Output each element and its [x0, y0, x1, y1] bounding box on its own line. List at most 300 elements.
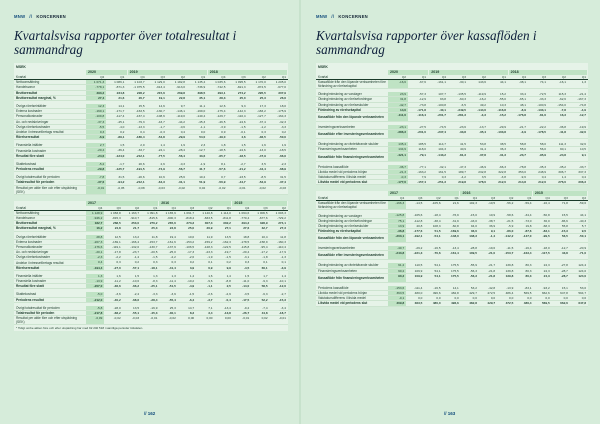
table-cell: -169,0 — [196, 109, 206, 114]
table-cell: -13,9 — [86, 279, 104, 283]
table-cell: 1,3 — [153, 273, 158, 278]
table-cell: 10,9 — [489, 213, 496, 218]
table-cell: -32,3 — [278, 119, 287, 124]
table-cell: -175,4 — [216, 109, 226, 114]
table-cell: 51,5 — [434, 229, 441, 233]
table-cell: -2,6 — [188, 255, 195, 260]
table-cell: 138,3 — [469, 234, 477, 239]
table-cell: -0,01 — [238, 185, 246, 190]
table-cell: -119,9 — [477, 92, 486, 97]
table-cell: 25,3 — [169, 305, 176, 310]
row-label: Bruttoresultat marginal, % — [16, 226, 56, 231]
table-cell: -146,1 — [176, 109, 186, 114]
table-cell: 215,6 — [157, 90, 165, 95]
table-cell: 1,9 — [180, 143, 186, 148]
table-cell: 8,1 — [221, 161, 226, 166]
table-cell: 58,0 — [539, 142, 546, 147]
year-header: 2017 — [388, 191, 460, 196]
table-cell: Q4 — [472, 196, 477, 201]
table-cell: -51,5 — [168, 284, 176, 289]
table-cell: -154,0 — [557, 102, 566, 107]
row-label: Ökning/minskning av rörelsefordringar — [318, 218, 372, 223]
table-cell: 307,9 — [278, 90, 287, 95]
table-cell: -3,7 — [207, 297, 213, 302]
table-cell: -143,2 — [437, 152, 446, 157]
table-cell: 134,9 — [388, 147, 408, 151]
table-cell: -3,9 — [170, 292, 176, 297]
brand-label: MNW — [316, 14, 328, 19]
row-label: Kvartal — [318, 196, 328, 201]
table-cell: 80,3 — [525, 273, 532, 278]
table-cell: -0,01 — [86, 186, 106, 194]
table-cell: 486,4 — [523, 301, 532, 306]
table-cell: 36,0 — [470, 229, 477, 233]
table-cell: -1,8 — [262, 255, 268, 260]
table-cell: -162,3 — [222, 239, 231, 244]
table-cell: 40,8 — [416, 223, 423, 228]
row-label: Ökning/minskning av varulager — [318, 213, 362, 218]
table-cell: 7,1 — [208, 305, 213, 310]
table-cell: -109,8 — [86, 114, 106, 118]
table-cell: -110,4 — [237, 114, 246, 119]
table-cell: -946,2 — [86, 216, 104, 220]
table-cell: Q3 — [116, 205, 121, 210]
table-cell: -212,1 — [135, 180, 145, 185]
table-cell: 26,9 — [206, 226, 213, 231]
row-label: Ökning/minskning av räntebärande skulder — [318, 142, 379, 147]
row-label: Övriga rörelseintäkter — [16, 234, 47, 239]
table-cell: -112,8 — [413, 218, 423, 223]
table-cell: -111,4 — [414, 285, 423, 290]
table-cell: -40,7 — [388, 246, 406, 250]
table-cell: -5,2 — [86, 162, 106, 166]
table-cell: 20,6 — [138, 161, 145, 166]
table-cell: -163,5 — [135, 109, 145, 114]
table-cell: 274,1 — [278, 221, 286, 226]
table-cell: -4,9 — [188, 284, 195, 289]
table-cell: -135,5 — [457, 92, 466, 97]
table-cell: Q3 — [461, 75, 466, 79]
table-cell: -31,3 — [498, 152, 506, 157]
table-cell: 1 006,5 — [257, 210, 268, 215]
table-cell: -66,3 — [498, 164, 506, 169]
table-cell: 13,9 — [388, 224, 406, 228]
table-cell: 0,0 — [563, 296, 568, 301]
table-cell: -212,0 — [86, 298, 104, 302]
running-header — [14, 14, 288, 19]
table-cell: Q2 — [208, 205, 213, 210]
table-cell: -1,4 — [133, 255, 140, 260]
table-row — [316, 301, 588, 306]
table-cell: 54,1 — [434, 263, 441, 268]
table-cell: 24,3 — [543, 268, 550, 273]
table-cell: -36,7 — [388, 165, 408, 169]
table-cell: Q4 — [545, 196, 550, 201]
table-cell: 10,3 — [499, 102, 506, 107]
table-cell: 53,2 — [470, 285, 477, 290]
table-cell: 1 071,3 — [86, 80, 106, 84]
table-cell: -93,2 — [542, 285, 550, 290]
table-cell: 1,5 — [241, 143, 246, 148]
table-cell: 139,8 — [505, 268, 514, 273]
table-cell: 0,3 — [171, 260, 176, 265]
table-cell: 486,4 — [505, 290, 514, 295]
table-cell: -171,7 — [115, 109, 125, 114]
table-cell: -18,1 — [150, 265, 158, 270]
table-cell: -821,3 — [236, 85, 246, 90]
table-cell: 14,7 — [188, 305, 195, 310]
table-cell: -94,2 — [117, 180, 125, 185]
row-label: Resultat före skatt — [16, 284, 44, 289]
table-cell: -6,5 — [460, 102, 466, 107]
table-cell: -13,4 — [451, 246, 459, 251]
table-cell: -33,8 — [458, 130, 466, 135]
table-cell: -34,4 — [524, 213, 532, 218]
row-label: Personalkostnader — [16, 114, 43, 119]
table-row — [14, 316, 288, 325]
table-cell: -167,3 — [577, 97, 586, 102]
section-label: KONCERNEN — [36, 14, 67, 19]
unit-label: MSEK — [16, 65, 26, 69]
table-cell: -386,3 — [388, 130, 408, 138]
table-cell: -55,0 — [498, 97, 506, 102]
table-cell: Q1 — [120, 75, 125, 79]
table-cell: -2,4 — [133, 292, 140, 297]
table-cell: -15,3 — [278, 297, 286, 302]
table-cell: 0,4 — [86, 260, 104, 264]
table-cell: 109,9 — [414, 268, 423, 273]
table-cell: 0,2 — [226, 260, 231, 265]
table-cell: 28,8 — [86, 235, 104, 239]
table-cell: 15,2 — [499, 92, 506, 97]
table-cell: 93,8 — [439, 97, 446, 102]
table-cell: 22,8 — [178, 95, 186, 100]
table-cell: -32,1 — [438, 164, 446, 169]
table-cell: 8,3 — [189, 310, 195, 315]
table-cell: Q2 — [100, 75, 105, 79]
table-cell: -176,6 — [86, 245, 104, 249]
table-cell: -178,5 — [240, 239, 250, 244]
table-cell: -191,5 — [135, 167, 145, 171]
table-cell: 58,8 — [519, 142, 526, 147]
cashflow-table-history — [316, 191, 588, 306]
table-cell: -13,8 — [223, 310, 231, 315]
table-cell: 1 064,6 — [238, 210, 250, 215]
table-cell: -42,7 — [388, 103, 408, 107]
year-header: 2015 — [533, 191, 588, 196]
table-cell: 10,5 — [579, 147, 586, 152]
table-cell: -115,8 — [240, 244, 250, 249]
table-cell: -2,6 — [207, 292, 213, 297]
table-cell: 31,4 — [479, 147, 486, 152]
table-cell: -28,7 — [560, 273, 568, 278]
table-cell: 182,7 — [86, 221, 104, 225]
table-cell: -44,4 — [258, 167, 266, 171]
table-cell: -119,1 — [112, 244, 121, 249]
table-cell: -7,4 — [262, 305, 268, 310]
table-cell: -64,3 — [157, 180, 165, 185]
table-cell: Q3 — [241, 75, 246, 79]
table-cell: -913,4 — [156, 85, 165, 90]
table-cell: -40,3 — [579, 218, 587, 223]
table-cell: -56,3 — [469, 268, 477, 273]
table-cell: Q2 — [180, 75, 186, 79]
table-cell: 0,3 — [116, 260, 121, 265]
table-cell: 10,4 — [261, 234, 268, 239]
table-cell: -38,7 — [488, 218, 496, 223]
table-cell: 0,3 — [86, 130, 106, 134]
table-cell: -910,7 — [130, 215, 140, 220]
table-cell: -3,6 — [115, 292, 121, 297]
table-cell: -128,3 — [203, 244, 213, 249]
table-cell: -3,1 — [243, 255, 250, 260]
row-label: Resultat per aktie före och efter utspädning (SEK) — [16, 185, 77, 194]
table-cell: Q4 — [400, 196, 405, 201]
table-cell: Q4 — [171, 205, 176, 210]
table-cell: -874,5 — [257, 85, 266, 90]
table-cell: -36,4 — [117, 148, 125, 153]
table-cell: -62,6 — [558, 97, 566, 102]
table-cell: 75,1 — [388, 219, 406, 223]
table-cell: 429,7 — [469, 290, 477, 295]
table-cell: 109,5 — [469, 251, 477, 256]
row-label: Externa kostnader — [16, 239, 42, 244]
table-cell: -6,9 — [86, 135, 106, 139]
table-cell: Q3 — [563, 196, 568, 201]
table-cell: -73,8 — [418, 102, 426, 107]
table-cell: -105,6 — [413, 213, 423, 218]
row-label: Finansiella kostnader — [16, 279, 47, 284]
row-label: Bruttoresultat marginal, % — [16, 95, 56, 100]
table-row — [316, 251, 588, 260]
table-cell: -18,5 — [238, 153, 246, 158]
table-cell: -68,6 — [132, 297, 140, 302]
table-cell: 0,00 — [224, 316, 231, 321]
table-cell: 429,7 — [487, 301, 496, 306]
table-cell: -3,9 — [520, 130, 526, 135]
table-cell: -29,9 — [177, 135, 186, 140]
table-cell: 480,0 — [414, 290, 423, 295]
row-label: Kvartal — [16, 75, 26, 80]
table-cell: 17,3 — [259, 103, 266, 108]
table-cell: Q1 — [226, 205, 231, 210]
table-cell: -71,0 — [579, 251, 587, 256]
table-cell: -0,03 — [132, 316, 140, 321]
table-cell: 44,1 — [499, 80, 506, 85]
table-cell: -66,6 — [278, 153, 287, 158]
row-label: Ökning/minskning av rörelseskulder — [318, 102, 369, 107]
table-row — [14, 135, 288, 140]
table-cell: 1 003,3 — [275, 210, 286, 215]
table-cell: -23,5 — [238, 175, 246, 180]
table-cell: 472,5 — [487, 290, 496, 295]
table-cell: -11,5 — [506, 246, 514, 251]
table-cell: -65,1 — [518, 97, 526, 102]
table-cell: 11,9 — [206, 234, 213, 239]
table-cell: 3,5 — [261, 161, 266, 166]
table-cell: -38,4 — [433, 218, 441, 223]
table-cell: -7,8 — [86, 175, 106, 179]
table-cell: 110,5 — [414, 263, 423, 268]
row-label: Kassaflöde från den löpande verksamheten — [318, 114, 384, 119]
income-table-recent — [14, 63, 288, 195]
table-cell: 0,1 — [263, 260, 268, 265]
table-cell: 0,4 — [140, 129, 145, 134]
table-cell: 13,5 — [224, 234, 231, 239]
year-header: 2019 — [429, 70, 508, 75]
table-cell: 1,3 — [581, 80, 586, 85]
table-cell: -83,1 — [542, 229, 550, 233]
table-cell: 0,4 — [180, 129, 186, 134]
table-row — [316, 180, 588, 185]
table-cell: -21,5 — [506, 218, 514, 223]
table-cell: -778,1 — [86, 85, 106, 89]
table-cell: -24,6 — [238, 148, 246, 153]
table-cell: -0,09 — [86, 316, 104, 324]
table-cell: Q4 — [98, 205, 103, 210]
table-cell: -1,7 — [119, 161, 125, 166]
table-cell: -129,7 — [216, 114, 226, 119]
row-label: Nettoomsättning — [16, 80, 40, 85]
table-cell: 662,6 — [541, 290, 550, 295]
table-cell: 22,8 — [169, 226, 176, 231]
table-cell: 161,5 — [438, 169, 446, 174]
table-cell: -73,0 — [524, 218, 532, 223]
table-cell: -1,7 — [159, 124, 165, 129]
table-cell: -16,5 — [433, 285, 441, 290]
row-label: Kassaflöde från finansieringsverksamheten — [318, 154, 385, 159]
table-cell: -74,9 — [157, 167, 165, 171]
table-cell: -770,4 — [240, 215, 250, 220]
page-number: // 163 — [444, 411, 456, 416]
table-cell: Q2 — [261, 75, 266, 79]
table-cell: -7,8 — [560, 107, 566, 112]
table-cell: -0,1 — [240, 129, 246, 134]
table-cell: 11,8 — [280, 234, 286, 239]
table-cell: -31,1 — [177, 180, 186, 185]
table-cell: -900,3 — [167, 215, 176, 220]
row-label: Övriga rörelseintäkter — [16, 104, 47, 109]
table-cell: 0,0 — [509, 296, 514, 301]
table-cell: 25,3 — [151, 226, 158, 231]
table-cell: -45,3 — [150, 310, 158, 315]
table-cell: -12,7 — [198, 148, 206, 153]
table-cell: -147,0 — [522, 234, 532, 239]
table-cell: -16,9 — [150, 305, 158, 310]
table-cell: -57,1 — [132, 265, 140, 270]
row-label: Ökning/minskning av varulager — [318, 92, 362, 97]
row-label: Totalresultat för perioden — [16, 180, 55, 185]
table-cell: 53,0 — [580, 285, 587, 290]
row-label: Rörelseresultat — [16, 135, 40, 140]
table-cell: 48,1 — [519, 102, 526, 107]
table-cell: -1,1 — [207, 284, 213, 289]
table-cell: 124,0 — [578, 268, 587, 273]
table-cell: 36,3 — [499, 147, 506, 152]
table-row — [316, 80, 588, 89]
table-cell: -103,8 — [497, 130, 506, 135]
table-cell: -17,8 — [113, 250, 121, 255]
table-cell: -3,3 — [152, 292, 158, 297]
table-cell: 25,3 — [259, 95, 266, 100]
table-cell: -16,4 — [542, 201, 550, 206]
table-cell: 1,6 — [261, 143, 266, 148]
table-cell: -19,7 — [223, 250, 231, 255]
table-cell: -30,1 — [168, 310, 176, 315]
table-cell: -18,5 — [218, 148, 226, 153]
table-cell: Q1 — [501, 75, 506, 79]
table-cell: 9,5 — [581, 229, 587, 233]
table-cell: -55,4 — [168, 297, 176, 302]
row-label: Resultat före skatt — [16, 153, 44, 158]
table-cell: -2,3 — [280, 161, 287, 166]
table-cell: 647,8 — [560, 290, 568, 295]
table-cell: -29,8 — [86, 167, 106, 171]
row-label: Av- och nedskrivningar — [16, 250, 49, 255]
table-cell: -87,6 — [524, 229, 532, 233]
table-cell: Q2 — [436, 196, 441, 201]
table-cell: -127,7 — [257, 114, 266, 119]
table-cell: -1,4 — [489, 234, 496, 239]
table-cell: -33,7 — [578, 164, 586, 169]
table-cell: 569,5 — [541, 301, 550, 306]
table-cell: 265,6 — [168, 221, 176, 226]
row-label: Likvida medel vid periodens slut — [318, 180, 368, 185]
table-cell: -0,05 — [117, 185, 125, 190]
table-cell: -0,01 — [278, 316, 286, 321]
table-cell: 2,7 — [86, 143, 106, 147]
table-cell: -1,3 — [280, 255, 286, 260]
row-label: Likvida medel vid periodens början — [318, 291, 368, 296]
table-cell: -50,0 — [278, 135, 287, 140]
table-cell: -177,6 — [388, 180, 408, 184]
table-cell: 9,7 — [180, 103, 186, 108]
table-cell: -19,6 — [488, 246, 496, 251]
table-cell: -25,1 — [150, 284, 158, 289]
table-cell: 55,0 — [519, 147, 526, 152]
table-cell: -56,2 — [506, 201, 514, 206]
table-cell: -56,7 — [177, 167, 186, 171]
table-cell: -166,4 — [130, 239, 140, 244]
table-cell: -23,6 — [458, 124, 466, 129]
table-cell: -23,3 — [205, 250, 213, 255]
table-cell: 0,2 — [120, 129, 125, 134]
table-cell: 1,4 — [189, 273, 195, 278]
table-cell: 322,8 — [498, 169, 506, 174]
row-label: Finansiella kostnader — [16, 148, 47, 153]
table-cell: 293,2 — [86, 91, 106, 95]
table-cell: -0,03 — [278, 185, 287, 190]
table-cell: -55,1 — [132, 310, 140, 315]
table-cell: -13,4 — [223, 305, 231, 310]
table-cell: 232,8 — [478, 169, 486, 174]
row-label: Kassaflöde efter investeringsverksamheten — [318, 253, 384, 258]
table-cell: -5,9 — [507, 223, 514, 228]
table-cell: Q1 — [201, 75, 206, 79]
table-cell: -183,2 — [257, 109, 266, 114]
table-cell: -76,9 — [451, 213, 459, 218]
table-cell: -3,5 — [243, 292, 250, 297]
table-cell: -79,1 — [418, 152, 426, 157]
table-cell: 21,6 — [452, 201, 459, 206]
table-cell: 0,02 — [261, 316, 268, 321]
table-cell: -742,5 — [216, 85, 226, 90]
table-cell: -68,2 — [113, 310, 121, 315]
table-cell: -180,4 — [135, 135, 145, 140]
table-cell: -74,8 — [578, 102, 586, 107]
table-cell: -2,2 — [170, 255, 176, 260]
table-cell: -20,6 — [137, 175, 145, 180]
